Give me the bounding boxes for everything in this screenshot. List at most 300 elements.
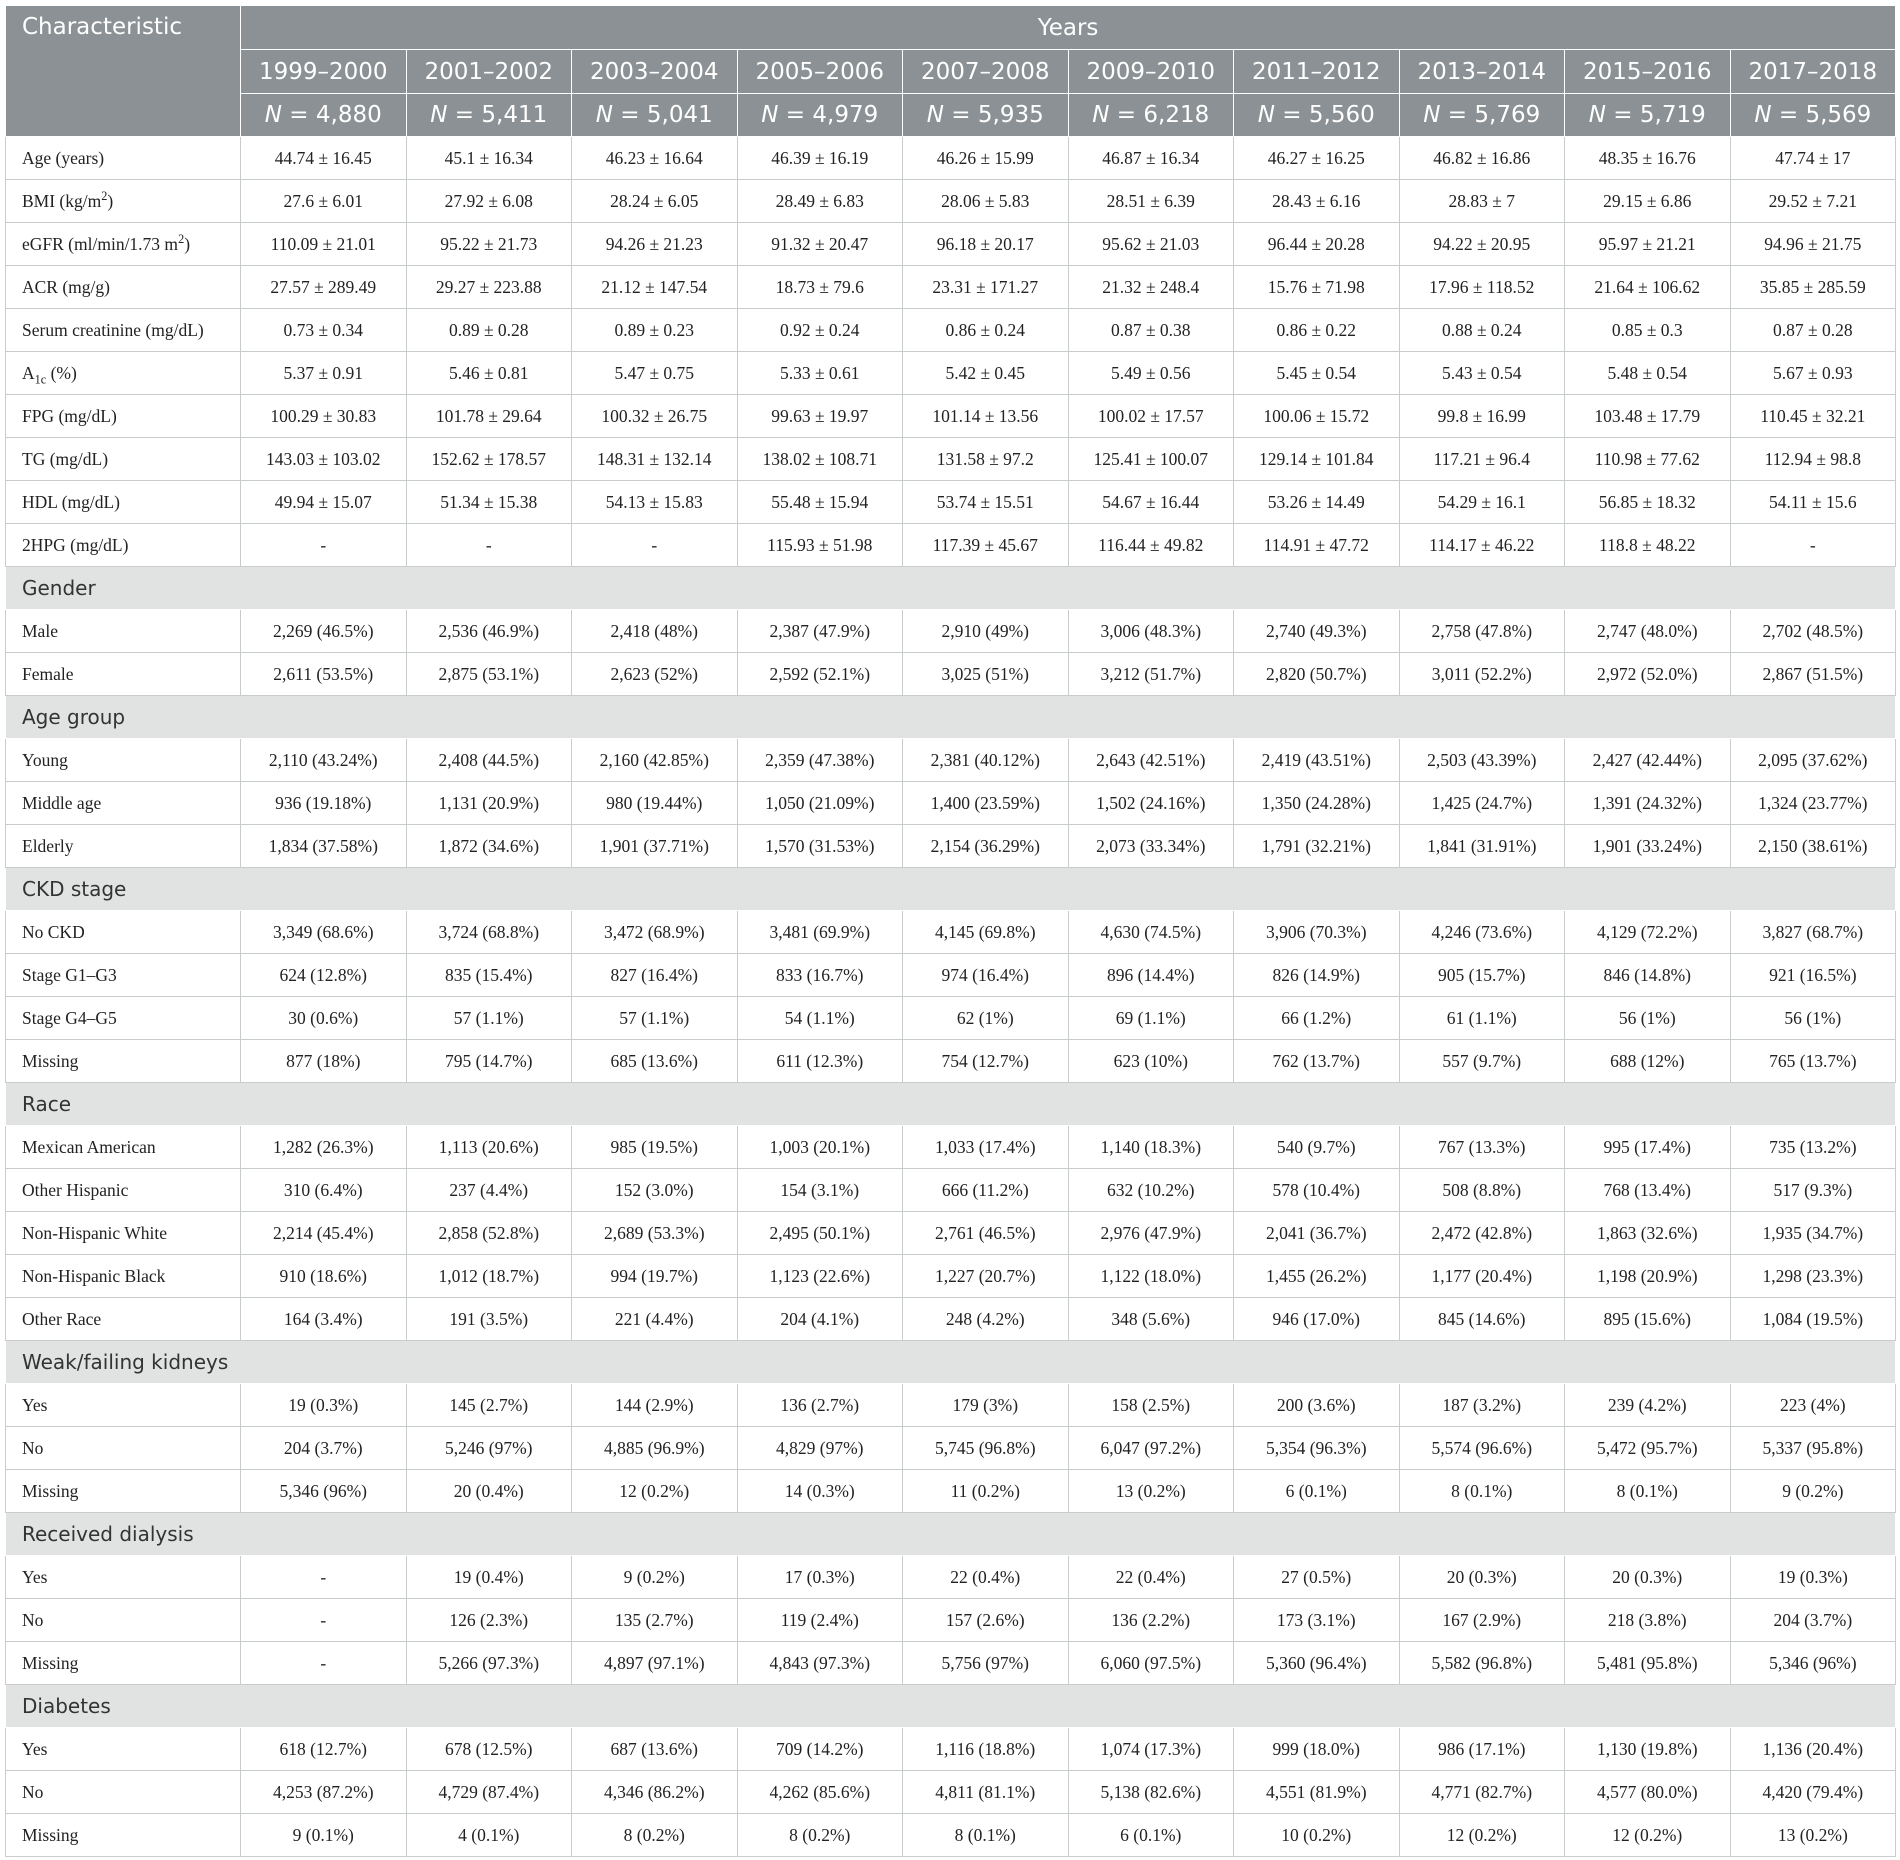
table-cell: 2,073 (33.34%) xyxy=(1068,825,1234,868)
table-cell: 1,113 (20.6%) xyxy=(406,1126,572,1169)
table-cell: 4,843 (97.3%) xyxy=(737,1642,903,1685)
table-cell: 95.22 ± 21.73 xyxy=(406,223,572,266)
row-label: HDL (mg/dL) xyxy=(6,481,241,524)
table-cell: 9 (0.2%) xyxy=(572,1556,738,1599)
table-cell: 578 (10.4%) xyxy=(1234,1169,1400,1212)
table-cell: 237 (4.4%) xyxy=(406,1169,572,1212)
n-value: = 5,569 xyxy=(1771,102,1872,128)
table-cell: 136 (2.7%) xyxy=(737,1384,903,1427)
table-cell: 5,481 (95.8%) xyxy=(1565,1642,1731,1685)
table-cell: 145 (2.7%) xyxy=(406,1384,572,1427)
table-row xyxy=(6,352,1896,395)
table-cell: 19 (0.3%) xyxy=(241,1384,407,1427)
table-cell: 5.33 ± 0.61 xyxy=(737,352,903,395)
period-header-2003–2004: 2003–2004 xyxy=(572,50,738,94)
table-cell: 100.32 ± 26.75 xyxy=(572,395,738,438)
table-cell: 125.41 ± 100.07 xyxy=(1068,438,1234,481)
table-cell: 55.48 ± 15.94 xyxy=(737,481,903,524)
table-row xyxy=(6,1040,1896,1083)
table-cell: 30 (0.6%) xyxy=(241,997,407,1040)
table-cell: 15.76 ± 71.98 xyxy=(1234,266,1400,309)
table-cell: 1,834 (37.58%) xyxy=(241,825,407,868)
table-cell: 110.09 ± 21.01 xyxy=(241,223,407,266)
row-label: Male xyxy=(6,610,241,653)
section-header-row xyxy=(6,567,1896,610)
table-cell: 985 (19.5%) xyxy=(572,1126,738,1169)
table-cell: 5,472 (95.7%) xyxy=(1565,1427,1731,1470)
table-cell: 2,758 (47.8%) xyxy=(1399,610,1565,653)
table-cell: 994 (19.7%) xyxy=(572,1255,738,1298)
row-label: No xyxy=(6,1427,241,1470)
table-cell: 845 (14.6%) xyxy=(1399,1298,1565,1341)
table-cell: 223 (4%) xyxy=(1730,1384,1896,1427)
table-cell: 685 (13.6%) xyxy=(572,1040,738,1083)
table-cell: 623 (10%) xyxy=(1068,1040,1234,1083)
table-cell: 57 (1.1%) xyxy=(572,997,738,1040)
table-cell: 709 (14.2%) xyxy=(737,1728,903,1771)
table-cell: 46.23 ± 16.64 xyxy=(572,137,738,180)
table-cell: 56.85 ± 18.32 xyxy=(1565,481,1731,524)
table-cell: 910 (18.6%) xyxy=(241,1255,407,1298)
n-symbol: N xyxy=(1588,102,1606,128)
table-cell: 3,481 (69.9%) xyxy=(737,911,903,954)
table-cell: 5,360 (96.4%) xyxy=(1234,1642,1400,1685)
section-title: Gender xyxy=(6,567,1896,610)
table-cell: 46.26 ± 15.99 xyxy=(903,137,1069,180)
table-row xyxy=(6,438,1896,481)
table-cell: 4,577 (80.0%) xyxy=(1565,1771,1731,1814)
table-cell: 5.48 ± 0.54 xyxy=(1565,352,1731,395)
period-header-2009–2010: 2009–2010 xyxy=(1068,50,1234,94)
table-cell: 1,074 (17.3%) xyxy=(1068,1728,1234,1771)
table-cell: 28.43 ± 6.16 xyxy=(1234,180,1400,223)
n-value: = 5,560 xyxy=(1274,102,1375,128)
table-cell: 1,084 (19.5%) xyxy=(1730,1298,1896,1341)
table-row xyxy=(6,1169,1896,1212)
table-cell: 114.91 ± 47.72 xyxy=(1234,524,1400,567)
table-cell: 1,131 (20.9%) xyxy=(406,782,572,825)
table-cell: 2,381 (40.12%) xyxy=(903,739,1069,782)
n-symbol: N xyxy=(1092,102,1110,128)
table-cell: 54.13 ± 15.83 xyxy=(572,481,738,524)
table-cell: 1,012 (18.7%) xyxy=(406,1255,572,1298)
table-cell: 895 (15.6%) xyxy=(1565,1298,1731,1341)
table-cell: 896 (14.4%) xyxy=(1068,954,1234,997)
table-cell: 1,123 (22.6%) xyxy=(737,1255,903,1298)
table-cell: 191 (3.5%) xyxy=(406,1298,572,1341)
table-cell: - xyxy=(1730,524,1896,567)
table-cell: 2,702 (48.5%) xyxy=(1730,610,1896,653)
period-header-row xyxy=(6,50,1896,94)
table-cell: 138.02 ± 108.71 xyxy=(737,438,903,481)
table-cell: 8 (0.1%) xyxy=(1565,1470,1731,1513)
table-cell: 51.34 ± 15.38 xyxy=(406,481,572,524)
table-cell: 618 (12.7%) xyxy=(241,1728,407,1771)
table-cell: 980 (19.44%) xyxy=(572,782,738,825)
row-label: ACR (mg/g) xyxy=(6,266,241,309)
characteristic-header: Characteristic xyxy=(6,6,241,137)
n-symbol: N xyxy=(595,102,613,128)
table-cell: 117.21 ± 96.4 xyxy=(1399,438,1565,481)
table-cell: 2,875 (53.1%) xyxy=(406,653,572,696)
table-row xyxy=(6,1126,1896,1169)
row-label: $A_{1c}$ (%) xyxy=(6,352,241,395)
table-cell: 795 (14.7%) xyxy=(406,1040,572,1083)
table-cell: 100.29 ± 30.83 xyxy=(241,395,407,438)
table-cell: 129.14 ± 101.84 xyxy=(1234,438,1400,481)
table-cell: 5,346 (96%) xyxy=(241,1470,407,1513)
table-cell: 1,177 (20.4%) xyxy=(1399,1255,1565,1298)
table-cell: 2,472 (42.8%) xyxy=(1399,1212,1565,1255)
n-value: = 4,880 xyxy=(281,102,382,128)
table-cell: 5,354 (96.3%) xyxy=(1234,1427,1400,1470)
table-cell: 152 (3.0%) xyxy=(572,1169,738,1212)
row-label: Elderly xyxy=(6,825,241,868)
table-cell: 3,006 (48.3%) xyxy=(1068,610,1234,653)
section-title: Race xyxy=(6,1083,1896,1126)
table-cell: 4,771 (82.7%) xyxy=(1399,1771,1565,1814)
table-cell: 61 (1.1%) xyxy=(1399,997,1565,1040)
table-cell: 118.8 ± 48.22 xyxy=(1565,524,1731,567)
table-cell: 2,495 (50.1%) xyxy=(737,1212,903,1255)
n-value: = 5,769 xyxy=(1440,102,1541,128)
table-cell: 0.73 ± 0.34 xyxy=(241,309,407,352)
table-row xyxy=(6,911,1896,954)
table-cell: 5.43 ± 0.54 xyxy=(1399,352,1565,395)
table-cell: 3,472 (68.9%) xyxy=(572,911,738,954)
table-cell: 2,110 (43.24%) xyxy=(241,739,407,782)
table-cell: 54 (1.1%) xyxy=(737,997,903,1040)
table-cell: 5,582 (96.8%) xyxy=(1399,1642,1565,1685)
table-cell: 0.87 ± 0.28 xyxy=(1730,309,1896,352)
table-cell: 18.73 ± 79.6 xyxy=(737,266,903,309)
table-cell: 46.39 ± 16.19 xyxy=(737,137,903,180)
table-cell: 21.64 ± 106.62 xyxy=(1565,266,1731,309)
table-cell: 200 (3.6%) xyxy=(1234,1384,1400,1427)
table-cell: 164 (3.4%) xyxy=(241,1298,407,1341)
table-cell: 0.86 ± 0.24 xyxy=(903,309,1069,352)
table-cell: 0.86 ± 0.22 xyxy=(1234,309,1400,352)
table-cell: 2,972 (52.0%) xyxy=(1565,653,1731,696)
table-cell: 1,391 (24.32%) xyxy=(1565,782,1731,825)
table-cell: 20 (0.4%) xyxy=(406,1470,572,1513)
table-cell: 762 (13.7%) xyxy=(1234,1040,1400,1083)
row-label: 2HPG (mg/dL) xyxy=(6,524,241,567)
n-header xyxy=(241,94,407,137)
table-cell: 827 (16.4%) xyxy=(572,954,738,997)
period-header-2005–2006: 2005–2006 xyxy=(737,50,903,94)
table-cell: 27.57 ± 289.49 xyxy=(241,266,407,309)
section-title: Diabetes xyxy=(6,1685,1896,1728)
table-cell: 126 (2.3%) xyxy=(406,1599,572,1642)
section-title: Received dialysis xyxy=(6,1513,1896,1556)
table-cell: 1,400 (23.59%) xyxy=(903,782,1069,825)
table-cell: 1,227 (20.7%) xyxy=(903,1255,1069,1298)
section-title: Age group xyxy=(6,696,1896,739)
table-cell: 3,212 (51.7%) xyxy=(1068,653,1234,696)
table-cell: 66 (1.2%) xyxy=(1234,997,1400,1040)
table-cell: 8 (0.2%) xyxy=(737,1814,903,1857)
table-cell: 2,408 (44.5%) xyxy=(406,739,572,782)
table-cell: - xyxy=(241,1599,407,1642)
table-cell: 877 (18%) xyxy=(241,1040,407,1083)
table-cell: 4 (0.1%) xyxy=(406,1814,572,1857)
table-cell: 846 (14.8%) xyxy=(1565,954,1731,997)
table-cell: 27.6 ± 6.01 xyxy=(241,180,407,223)
table-cell: 4,551 (81.9%) xyxy=(1234,1771,1400,1814)
table-cell: 23.31 ± 171.27 xyxy=(903,266,1069,309)
table-cell: 4,129 (72.2%) xyxy=(1565,911,1731,954)
table-cell: 56 (1%) xyxy=(1730,997,1896,1040)
table-cell: 2,689 (53.3%) xyxy=(572,1212,738,1255)
table-row xyxy=(6,1728,1896,1771)
n-symbol: N xyxy=(1754,102,1772,128)
period-header-1999–2000: 1999–2000 xyxy=(241,50,407,94)
table-cell: 0.89 ± 0.28 xyxy=(406,309,572,352)
table-cell: 100.06 ± 15.72 xyxy=(1234,395,1400,438)
table-cell: 5.42 ± 0.45 xyxy=(903,352,1069,395)
table-cell: 5.47 ± 0.75 xyxy=(572,352,738,395)
table-cell: 99.8 ± 16.99 xyxy=(1399,395,1565,438)
section-title: CKD stage xyxy=(6,868,1896,911)
table-cell: 69 (1.1%) xyxy=(1068,997,1234,1040)
table-cell: 1,570 (31.53%) xyxy=(737,825,903,868)
row-label: Stage G4–G5 xyxy=(6,997,241,1040)
table-cell: 119 (2.4%) xyxy=(737,1599,903,1642)
table-cell: 936 (19.18%) xyxy=(241,782,407,825)
table-cell: 768 (13.4%) xyxy=(1565,1169,1731,1212)
table-cell: 1,140 (18.3%) xyxy=(1068,1126,1234,1169)
table-cell: 116.44 ± 49.82 xyxy=(1068,524,1234,567)
table-row xyxy=(6,266,1896,309)
table-cell: 2,536 (46.9%) xyxy=(406,610,572,653)
n-symbol: N xyxy=(430,102,448,128)
table-cell: 678 (12.5%) xyxy=(406,1728,572,1771)
section-header-row xyxy=(6,1341,1896,1384)
table-cell: 5,246 (97%) xyxy=(406,1427,572,1470)
table-cell: 1,872 (34.6%) xyxy=(406,825,572,868)
section-header-row xyxy=(6,1685,1896,1728)
table-cell: 1,425 (24.7%) xyxy=(1399,782,1565,825)
table-cell: 611 (12.3%) xyxy=(737,1040,903,1083)
table-cell: 1,050 (21.09%) xyxy=(737,782,903,825)
table-cell: 4,262 (85.6%) xyxy=(737,1771,903,1814)
table-row xyxy=(6,1814,1896,1857)
n-symbol: N xyxy=(1423,102,1441,128)
n-header-row xyxy=(6,94,1896,137)
table-cell: 1,841 (31.91%) xyxy=(1399,825,1565,868)
table-cell: 53.74 ± 15.51 xyxy=(903,481,1069,524)
table-cell: 167 (2.9%) xyxy=(1399,1599,1565,1642)
table-cell: 54.11 ± 15.6 xyxy=(1730,481,1896,524)
table-cell: 103.48 ± 17.79 xyxy=(1565,395,1731,438)
section-header-row xyxy=(6,696,1896,739)
table-cell: 57 (1.1%) xyxy=(406,997,572,1040)
table-row xyxy=(6,954,1896,997)
table-cell: 218 (3.8%) xyxy=(1565,1599,1731,1642)
table-cell: 20 (0.3%) xyxy=(1399,1556,1565,1599)
table-cell: 56 (1%) xyxy=(1565,997,1731,1040)
table-cell: 99.63 ± 19.97 xyxy=(737,395,903,438)
row-label: Mexican American xyxy=(6,1126,241,1169)
row-label: Other Race xyxy=(6,1298,241,1341)
table-cell: 0.92 ± 0.24 xyxy=(737,309,903,352)
table-cell: 5,266 (97.3%) xyxy=(406,1642,572,1685)
table-cell: 204 (3.7%) xyxy=(1730,1599,1896,1642)
table-row xyxy=(6,1384,1896,1427)
table-cell: 5,574 (96.6%) xyxy=(1399,1427,1565,1470)
table-cell: 835 (15.4%) xyxy=(406,954,572,997)
table-cell: 35.85 ± 285.59 xyxy=(1730,266,1896,309)
table-cell: 5,337 (95.8%) xyxy=(1730,1427,1896,1470)
table-row xyxy=(6,395,1896,438)
table-cell: 508 (8.8%) xyxy=(1399,1169,1565,1212)
table-cell: 4,246 (73.6%) xyxy=(1399,911,1565,954)
table-row xyxy=(6,1212,1896,1255)
table-cell: 19 (0.4%) xyxy=(406,1556,572,1599)
row-label: Yes xyxy=(6,1556,241,1599)
table-cell: 2,269 (46.5%) xyxy=(241,610,407,653)
table-cell: 28.49 ± 6.83 xyxy=(737,180,903,223)
table-row xyxy=(6,1255,1896,1298)
n-symbol: N xyxy=(761,102,779,128)
table-cell: 5,346 (96%) xyxy=(1730,1642,1896,1685)
table-cell: 2,761 (46.5%) xyxy=(903,1212,1069,1255)
table-cell: 114.17 ± 46.22 xyxy=(1399,524,1565,567)
table-cell: 2,214 (45.4%) xyxy=(241,1212,407,1255)
n-header xyxy=(737,94,903,137)
characteristics-table xyxy=(5,5,1896,1857)
n-header xyxy=(406,94,572,137)
table-cell: 158 (2.5%) xyxy=(1068,1384,1234,1427)
n-symbol: N xyxy=(926,102,944,128)
table-cell: 767 (13.3%) xyxy=(1399,1126,1565,1169)
table-cell: 6,060 (97.5%) xyxy=(1068,1642,1234,1685)
table-cell: 0.89 ± 0.23 xyxy=(572,309,738,352)
table-cell: 3,349 (68.6%) xyxy=(241,911,407,954)
table-cell: 95.62 ± 21.03 xyxy=(1068,223,1234,266)
row-label: Missing xyxy=(6,1470,241,1513)
row-label: Yes xyxy=(6,1384,241,1427)
table-cell: 14 (0.3%) xyxy=(737,1470,903,1513)
n-value: = 5,411 xyxy=(447,102,548,128)
table-cell: 4,253 (87.2%) xyxy=(241,1771,407,1814)
n-header xyxy=(1730,94,1896,137)
table-row xyxy=(6,1599,1896,1642)
table-cell: 91.32 ± 20.47 xyxy=(737,223,903,266)
table-cell: 3,011 (52.2%) xyxy=(1399,653,1565,696)
table-cell: 135 (2.7%) xyxy=(572,1599,738,1642)
table-cell: 2,592 (52.1%) xyxy=(737,653,903,696)
row-label: No CKD xyxy=(6,911,241,954)
table-cell: 310 (6.4%) xyxy=(241,1169,407,1212)
table-row xyxy=(6,481,1896,524)
row-label: Non-Hispanic Black xyxy=(6,1255,241,1298)
table-cell: 348 (5.6%) xyxy=(1068,1298,1234,1341)
row-label: Missing xyxy=(6,1040,241,1083)
n-symbol: N xyxy=(264,102,282,128)
table-cell: 826 (14.9%) xyxy=(1234,954,1400,997)
table-cell: 13 (0.2%) xyxy=(1730,1814,1896,1857)
table-cell: 29.52 ± 7.21 xyxy=(1730,180,1896,223)
table-cell: 17 (0.3%) xyxy=(737,1556,903,1599)
table-cell: 4,729 (87.4%) xyxy=(406,1771,572,1814)
period-header-2015–2016: 2015–2016 xyxy=(1565,50,1731,94)
table-cell: 28.51 ± 6.39 xyxy=(1068,180,1234,223)
table-cell: 1,350 (24.28%) xyxy=(1234,782,1400,825)
n-value: = 5,719 xyxy=(1605,102,1706,128)
table-cell: 2,359 (47.38%) xyxy=(737,739,903,782)
table-cell: 179 (3%) xyxy=(903,1384,1069,1427)
table-cell: 2,503 (43.39%) xyxy=(1399,739,1565,782)
table-cell: 136 (2.2%) xyxy=(1068,1599,1234,1642)
table-cell: 986 (17.1%) xyxy=(1399,1728,1565,1771)
table-cell: 632 (10.2%) xyxy=(1068,1169,1234,1212)
table-cell: 112.94 ± 98.8 xyxy=(1730,438,1896,481)
n-header xyxy=(1068,94,1234,137)
table-cell: - xyxy=(572,524,738,567)
table-cell: 2,095 (37.62%) xyxy=(1730,739,1896,782)
table-cell: 5,745 (96.8%) xyxy=(903,1427,1069,1470)
table-cell: 4,811 (81.1%) xyxy=(903,1771,1069,1814)
table-row xyxy=(6,782,1896,825)
table-cell: 6,047 (97.2%) xyxy=(1068,1427,1234,1470)
table-cell: - xyxy=(241,524,407,567)
row-label: Missing xyxy=(6,1642,241,1685)
table-cell: 5.37 ± 0.91 xyxy=(241,352,407,395)
table-cell: 833 (16.7%) xyxy=(737,954,903,997)
row-label: Non-Hispanic White xyxy=(6,1212,241,1255)
period-header-2001–2002: 2001–2002 xyxy=(406,50,572,94)
table-cell: 27 (0.5%) xyxy=(1234,1556,1400,1599)
table-cell: 11 (0.2%) xyxy=(903,1470,1069,1513)
n-value: = 5,935 xyxy=(943,102,1044,128)
row-label: Young xyxy=(6,739,241,782)
table-cell: 6 (0.1%) xyxy=(1068,1814,1234,1857)
table-cell: 624 (12.8%) xyxy=(241,954,407,997)
table-row xyxy=(6,653,1896,696)
table-cell: 204 (3.7%) xyxy=(241,1427,407,1470)
table-cell: 4,885 (96.9%) xyxy=(572,1427,738,1470)
table-row xyxy=(6,524,1896,567)
table-cell: 4,420 (79.4%) xyxy=(1730,1771,1896,1814)
table-cell: 8 (0.1%) xyxy=(1399,1470,1565,1513)
table-cell: 1,901 (37.71%) xyxy=(572,825,738,868)
table-cell: 115.93 ± 51.98 xyxy=(737,524,903,567)
period-header-2017–2018: 2017–2018 xyxy=(1730,50,1896,94)
table-cell: 2,820 (50.7%) xyxy=(1234,653,1400,696)
table-cell: 2,154 (36.29%) xyxy=(903,825,1069,868)
table-cell: 46.27 ± 16.25 xyxy=(1234,137,1400,180)
row-label: Missing xyxy=(6,1814,241,1857)
table-cell: 28.83 ± 7 xyxy=(1399,180,1565,223)
table-cell: 28.06 ± 5.83 xyxy=(903,180,1069,223)
table-cell: 5.67 ± 0.93 xyxy=(1730,352,1896,395)
table-cell: 4,829 (97%) xyxy=(737,1427,903,1470)
table-cell: 921 (16.5%) xyxy=(1730,954,1896,997)
table-cell: 2,976 (47.9%) xyxy=(1068,1212,1234,1255)
table-cell: 2,611 (53.5%) xyxy=(241,653,407,696)
section-header-row xyxy=(6,1083,1896,1126)
table-cell: 557 (9.7%) xyxy=(1399,1040,1565,1083)
n-header xyxy=(572,94,738,137)
table-cell: 12 (0.2%) xyxy=(1565,1814,1731,1857)
table-cell: 687 (13.6%) xyxy=(572,1728,738,1771)
table-cell: 94.26 ± 21.23 xyxy=(572,223,738,266)
table-cell: 10 (0.2%) xyxy=(1234,1814,1400,1857)
table-cell: 29.27 ± 223.88 xyxy=(406,266,572,309)
table-cell: 6 (0.1%) xyxy=(1234,1470,1400,1513)
